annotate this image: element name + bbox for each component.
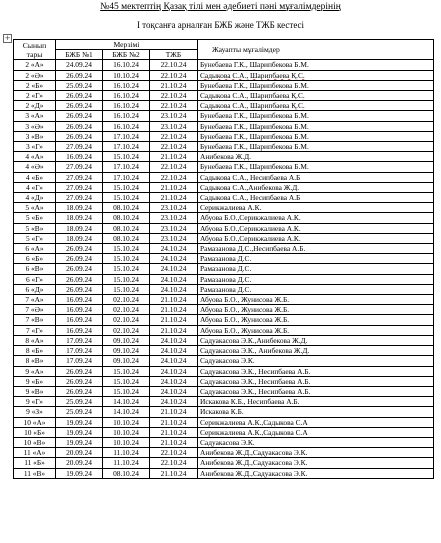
tzb-date-cell: 24.10.24 [150,274,198,284]
teacher-cell: Искакова К.Б., Несипбаева А.Б. [198,397,434,407]
tzb-date-cell: 24.10.24 [150,264,198,274]
bzb2-date-cell: 16.10.24 [103,91,150,101]
table-row [14,386,434,396]
tzb-date-cell: 21.10.24 [150,325,198,335]
teacher-cell: Абуова Б.О.,Серикжалиева А.К. [198,233,434,243]
class-cell: 4 «Б» [14,172,56,182]
bzb2-date-cell: 08.10.24 [103,468,150,478]
teacher-cell: Искакова К.Б. [198,407,434,417]
table-row [14,448,434,458]
teacher-cell: Садуакасова Э.К., Анибекова Ж.Д. [198,346,434,356]
class-cell: 11 «В» [14,468,56,478]
teacher-cell: Садыкова С.А., Шарипбаева Қ.С. [198,70,434,80]
table-row [14,152,434,162]
teacher-cell: Садуакасова Э.К. [198,356,434,366]
bzb2-date-cell: 08.10.24 [103,203,150,213]
table-row [14,172,434,182]
tzb-date-cell: 23.10.24 [150,203,198,213]
tzb-date-cell: 24.10.24 [150,284,198,294]
bzb1-date-cell: 26.09.24 [56,284,103,294]
bzb1-date-cell: 26.09.24 [56,70,103,80]
tzb-date-cell: 24.10.24 [150,346,198,356]
bzb1-date-cell: 19.09.24 [56,427,103,437]
class-cell: 2 «А» [14,60,56,70]
tzb-date-cell: 21.10.24 [150,80,198,90]
teacher-cell: Абуова Б.О., Жунисова Ж.Б. [198,305,434,315]
class-cell: 5 «В» [14,223,56,233]
bzb1-date-cell: 18.09.24 [56,213,103,223]
tzb-date-cell: 23.10.24 [150,213,198,223]
bzb1-date-cell: 25.09.24 [56,80,103,90]
tzb-date-cell: 21.10.24 [150,182,198,192]
table-row [14,203,434,213]
bzb1-date-cell: 26.09.24 [56,386,103,396]
bzb2-date-cell: 02.10.24 [103,305,150,315]
class-cell: 5 «Б» [14,213,56,223]
class-cell: 2 «Б» [14,80,56,90]
class-cell: 6 «Г» [14,274,56,284]
teacher-cell: Садыкова С.А.,Анибекова Ж.Д. [198,182,434,192]
bzb2-date-cell: 11.10.24 [103,448,150,458]
tzb-date-cell: 22.10.24 [150,142,198,152]
bzb2-date-cell: 09.10.24 [103,356,150,366]
table-row [14,315,434,325]
tzb-date-cell: 22.10.24 [150,458,198,468]
bzb1-date-cell: 16.09.24 [56,152,103,162]
class-cell: 7 «Ә» [14,305,56,315]
bzb2-date-cell: 08.10.24 [103,223,150,233]
table-row [14,376,434,386]
tzb-date-cell: 23.10.24 [150,233,198,243]
table-row [14,356,434,366]
teacher-cell: Рамазанова Д.С. [198,284,434,294]
class-cell: 6 «А» [14,244,56,254]
column-header-bzb2: БЖБ №2 [103,50,150,60]
class-cell: 3 «Ә» [14,121,56,131]
teacher-cell: Бунебаева Г.К., Шарипбекова Б.М. [198,131,434,141]
teacher-cell: Рамазанова Д.С. [198,254,434,264]
class-cell: 8 «А» [14,335,56,345]
class-cell: 10 «Б» [14,427,56,437]
bzb2-date-cell: 15.10.24 [103,386,150,396]
table-row [14,264,434,274]
tzb-date-cell: 21.10.24 [150,152,198,162]
bzb1-date-cell: 18.09.24 [56,233,103,243]
teacher-cell: Садуакасова Э.К., Несипбаева А.Б. [198,376,434,386]
teacher-cell: Абуова Б.О., Жунисова Ж.Б. [198,295,434,305]
teacher-cell: Рамазанова Д.С.,Несипбаева А.Б. [198,244,434,254]
bzb1-date-cell: 26.09.24 [56,264,103,274]
table-row [14,295,434,305]
bzb2-date-cell: 16.10.24 [103,60,150,70]
document-header [0,2,441,31]
column-header-bzb1: БЖБ №1 [56,50,103,60]
tzb-date-cell: 21.10.24 [150,427,198,437]
bzb1-date-cell: 26.09.24 [56,91,103,101]
table-row [14,407,434,417]
class-cell: 9 «Б» [14,376,56,386]
bzb1-date-cell: 26.09.24 [56,121,103,131]
class-cell: 7 «В» [14,315,56,325]
bzb1-date-cell: 17.09.24 [56,335,103,345]
teacher-cell: Садыкова С.А., Шарипбаева Қ.С. [198,101,434,111]
column-header-class: Сынып тары [14,40,56,60]
bzb2-date-cell: 15.10.24 [103,254,150,264]
bzb2-date-cell: 17.10.24 [103,162,150,172]
bzb2-date-cell: 02.10.24 [103,315,150,325]
bzb1-date-cell: 19.09.24 [56,437,103,447]
table-row [14,346,434,356]
bzb1-date-cell: 20.09.24 [56,448,103,458]
column-header-dates: Мерзімі [56,40,198,50]
bzb2-date-cell: 17.10.24 [103,142,150,152]
tzb-date-cell: 24.10.24 [150,386,198,396]
class-cell: 6 «Д» [14,284,56,294]
tzb-date-cell: 21.10.24 [150,437,198,447]
table-row [14,182,434,192]
teacher-cell: Садуакасова Э.К., Несипбаева А.Б. [198,366,434,376]
class-cell: 9 «З» [14,407,56,417]
class-cell: 6 «Б» [14,254,56,264]
teacher-cell: Анибекова Ж.Д.,Садуакасова Э.К. [198,468,434,478]
class-cell: 5 «Г» [14,233,56,243]
table-row [14,162,434,172]
tzb-date-cell: 21.10.24 [150,305,198,315]
column-header-tzb: ТЖБ [150,50,198,60]
bzb1-date-cell: 26.09.24 [56,101,103,111]
tzb-date-cell: 22.10.24 [150,131,198,141]
bzb1-date-cell: 26.09.24 [56,111,103,121]
bzb1-date-cell: 16.09.24 [56,305,103,315]
document-title: №45 мектептің Қазақ тілі мен әдебиеті пәні мұғалімдерінің [100,2,341,12]
teacher-cell: Абуова Б.О., Жунисова Ж.Б. [198,325,434,335]
bzb2-date-cell: 02.10.24 [103,325,150,335]
bzb2-date-cell: 14.10.24 [103,407,150,417]
bzb1-date-cell: 27.09.24 [56,172,103,182]
bzb2-date-cell: 15.10.24 [103,264,150,274]
table-row [14,213,434,223]
tzb-date-cell: 24.10.24 [150,356,198,366]
class-cell: 3 «Г» [14,142,56,152]
table-row [14,335,434,345]
table-row [14,193,434,203]
class-cell: 9 «Г» [14,397,56,407]
teacher-cell: Садуакасова Э.К. [198,437,434,447]
class-cell: 3 «А» [14,111,56,121]
tzb-date-cell: 24.10.24 [150,335,198,345]
bzb1-date-cell: 18.09.24 [56,203,103,213]
class-cell: 9 «В» [14,386,56,396]
table-row [14,91,434,101]
class-cell: 7 «А» [14,295,56,305]
bzb2-date-cell: 15.10.24 [103,376,150,386]
class-cell: 10 «В» [14,437,56,447]
tzb-date-cell: 22.10.24 [150,172,198,182]
teacher-cell: Садуакасова Э.К.,Анибекова Ж.Д. [198,335,434,345]
class-cell: 4 «Г» [14,182,56,192]
bzb2-date-cell: 15.10.24 [103,193,150,203]
bzb1-date-cell: 19.09.24 [56,468,103,478]
bzb2-date-cell: 16.10.24 [103,121,150,131]
table-row [14,70,434,80]
bzb2-date-cell: 17.10.24 [103,131,150,141]
tzb-date-cell: 22.10.24 [150,448,198,458]
bzb1-date-cell: 25.09.24 [56,407,103,417]
tzb-date-cell: 23.10.24 [150,111,198,121]
table-row [14,254,434,264]
table-row [14,305,434,315]
teacher-cell: Садыкова С.А., Несипбаева А.Б [198,193,434,203]
teacher-cell: Садыкова С.А., Несипбаева А.Б [198,172,434,182]
bzb2-date-cell: 09.10.24 [103,335,150,345]
bzb2-date-cell: 16.10.24 [103,80,150,90]
teacher-cell: Анибекова Ж.Д. [198,152,434,162]
bzb2-date-cell: 02.10.24 [103,295,150,305]
table-row [14,417,434,427]
teacher-cell: Серикжалиева А.К.,Садыкова С.А [198,427,434,437]
bzb1-date-cell: 24.09.24 [56,60,103,70]
class-cell: 2 «Ә» [14,70,56,80]
bzb1-date-cell: 17.09.24 [56,346,103,356]
class-cell: 10 «А» [14,417,56,427]
bzb1-date-cell: 27.09.24 [56,162,103,172]
table-row [14,397,434,407]
schedule-table [13,39,434,479]
bzb1-date-cell: 16.09.24 [56,315,103,325]
teacher-cell: Рамазанова Д.С. [198,264,434,274]
table-row [14,80,434,90]
bzb1-date-cell: 25.09.24 [56,397,103,407]
class-cell: 6 «В» [14,264,56,274]
table-row [14,458,434,468]
teacher-cell: Бунебаева Г.К., Шарипбекова Б.М. [198,162,434,172]
tzb-date-cell: 21.10.24 [150,468,198,478]
tzb-date-cell: 22.10.24 [150,70,198,80]
table-row [14,427,434,437]
class-cell: 8 «Б» [14,346,56,356]
tzb-date-cell: 22.10.24 [150,91,198,101]
bzb1-date-cell: 16.09.24 [56,325,103,335]
bzb2-date-cell: 15.10.24 [103,284,150,294]
tzb-date-cell: 21.10.24 [150,407,198,417]
bzb2-date-cell: 14.10.24 [103,397,150,407]
class-cell: 11 «А» [14,448,56,458]
table-row [14,366,434,376]
table-move-handle-icon[interactable]: + [4,34,11,42]
class-cell: 2 «Д» [14,101,56,111]
table-row [14,131,434,141]
bzb2-date-cell: 08.10.24 [103,213,150,223]
bzb1-date-cell: 18.09.24 [56,223,103,233]
tzb-date-cell: 22.10.24 [150,101,198,111]
tzb-date-cell: 24.10.24 [150,254,198,264]
class-cell: 4 «Ә» [14,162,56,172]
teacher-cell: Садуакасова Э.К., Несипбаева А.Б. [198,386,434,396]
teacher-cell: Анибекова Ж.Д.,Садуакасова Э.К. [198,458,434,468]
teacher-cell: Анибекова Ж.Д.,Садуакасова Э.К. [198,448,434,458]
table-row [14,223,434,233]
teacher-cell: Серикжалиева А.К. [198,203,434,213]
bzb2-date-cell: 15.10.24 [103,152,150,162]
teacher-cell: Абуова Б.О., Жунисова Ж.Б. [198,315,434,325]
teacher-cell: Бунебаева Г.К., Шарипбекова Б.М. [198,111,434,121]
tzb-date-cell: 24.10.24 [150,366,198,376]
column-header-teachers: Жауапты мұғалімдер [198,40,434,60]
bzb2-date-cell: 09.10.24 [103,346,150,356]
table-row [14,101,434,111]
table-row [14,60,434,70]
table-row [14,437,434,447]
bzb2-date-cell: 10.10.24 [103,427,150,437]
class-cell: 3 «В» [14,131,56,141]
bzb2-date-cell: 10.10.24 [103,70,150,80]
table-row [14,468,434,478]
teacher-cell: Рамазанова Д.С. [198,274,434,284]
tzb-date-cell: 24.10.24 [150,244,198,254]
bzb2-date-cell: 15.10.24 [103,244,150,254]
class-cell: 9 «А» [14,366,56,376]
bzb1-date-cell: 27.09.24 [56,193,103,203]
document-subtitle: I тоқсанға арналған БЖБ және ТЖБ кестесі [136,20,305,30]
tzb-date-cell: 21.10.24 [150,417,198,427]
bzb2-date-cell: 15.10.24 [103,182,150,192]
tzb-date-cell: 22.10.24 [150,162,198,172]
tzb-date-cell: 23.10.24 [150,223,198,233]
bzb1-date-cell: 26.09.24 [56,254,103,264]
bzb1-date-cell: 26.09.24 [56,376,103,386]
bzb1-date-cell: 20.09.24 [56,458,103,468]
tzb-date-cell: 24.10.24 [150,397,198,407]
bzb2-date-cell: 11.10.24 [103,458,150,468]
table-row [14,142,434,152]
class-cell: 4 «Д» [14,193,56,203]
bzb1-date-cell: 16.09.24 [56,295,103,305]
bzb2-date-cell: 15.10.24 [103,274,150,284]
teacher-cell: Садыкова С.А., Шарипбаева Қ.С. [198,91,434,101]
tzb-date-cell: 22.10.24 [150,60,198,70]
class-cell: 11 «Б» [14,458,56,468]
table-header-row [14,40,434,50]
table-row [14,111,434,121]
class-cell: 7 «Г» [14,325,56,335]
teacher-cell: Бунебаева Г.К., Шарипбекова Б.М. [198,121,434,131]
teacher-cell: Абуова Б.О.,Серикжалиева А.К. [198,213,434,223]
bzb2-date-cell: 15.10.24 [103,366,150,376]
bzb1-date-cell: 27.09.24 [56,142,103,152]
class-cell: 5 «А» [14,203,56,213]
teacher-cell: Бунебаева Г.К., Шарипбекова Б.М. [198,142,434,152]
tzb-date-cell: 23.10.24 [150,121,198,131]
teacher-cell: Серикжалиева А.К.,Садыкова С.А [198,417,434,427]
bzb2-date-cell: 16.10.24 [103,111,150,121]
bzb2-date-cell: 10.10.24 [103,437,150,447]
class-cell: 4 «А» [14,152,56,162]
table-row [14,284,434,294]
bzb2-date-cell: 17.10.24 [103,172,150,182]
bzb2-date-cell: 10.10.24 [103,417,150,427]
teacher-cell: Бунебаева Г.К., Шарипбекова Б.М. [198,80,434,90]
table-row [14,244,434,254]
bzb1-date-cell: 26.09.24 [56,131,103,141]
teacher-cell: Бунебаева Г.К., Шарипбекова Б.М. [198,60,434,70]
tzb-date-cell: 21.10.24 [150,193,198,203]
bzb2-date-cell: 08.10.24 [103,233,150,243]
tzb-date-cell: 21.10.24 [150,315,198,325]
bzb1-date-cell: 26.09.24 [56,244,103,254]
class-cell: 8 «В» [14,356,56,366]
bzb1-date-cell: 26.09.24 [56,366,103,376]
teacher-cell: Абуова Б.О.,Серикжалиева А.К. [198,223,434,233]
table-row [14,233,434,243]
class-cell: 2 «Г» [14,91,56,101]
bzb1-date-cell: 26.09.24 [56,274,103,284]
bzb1-date-cell: 27.09.24 [56,182,103,192]
tzb-date-cell: 24.10.24 [150,376,198,386]
table-row [14,325,434,335]
table-row [14,274,434,284]
bzb1-date-cell: 17.09.24 [56,356,103,366]
bzb1-date-cell: 19.09.24 [56,417,103,427]
bzb2-date-cell: 16.10.24 [103,101,150,111]
table-row [14,121,434,131]
tzb-date-cell: 21.10.24 [150,295,198,305]
